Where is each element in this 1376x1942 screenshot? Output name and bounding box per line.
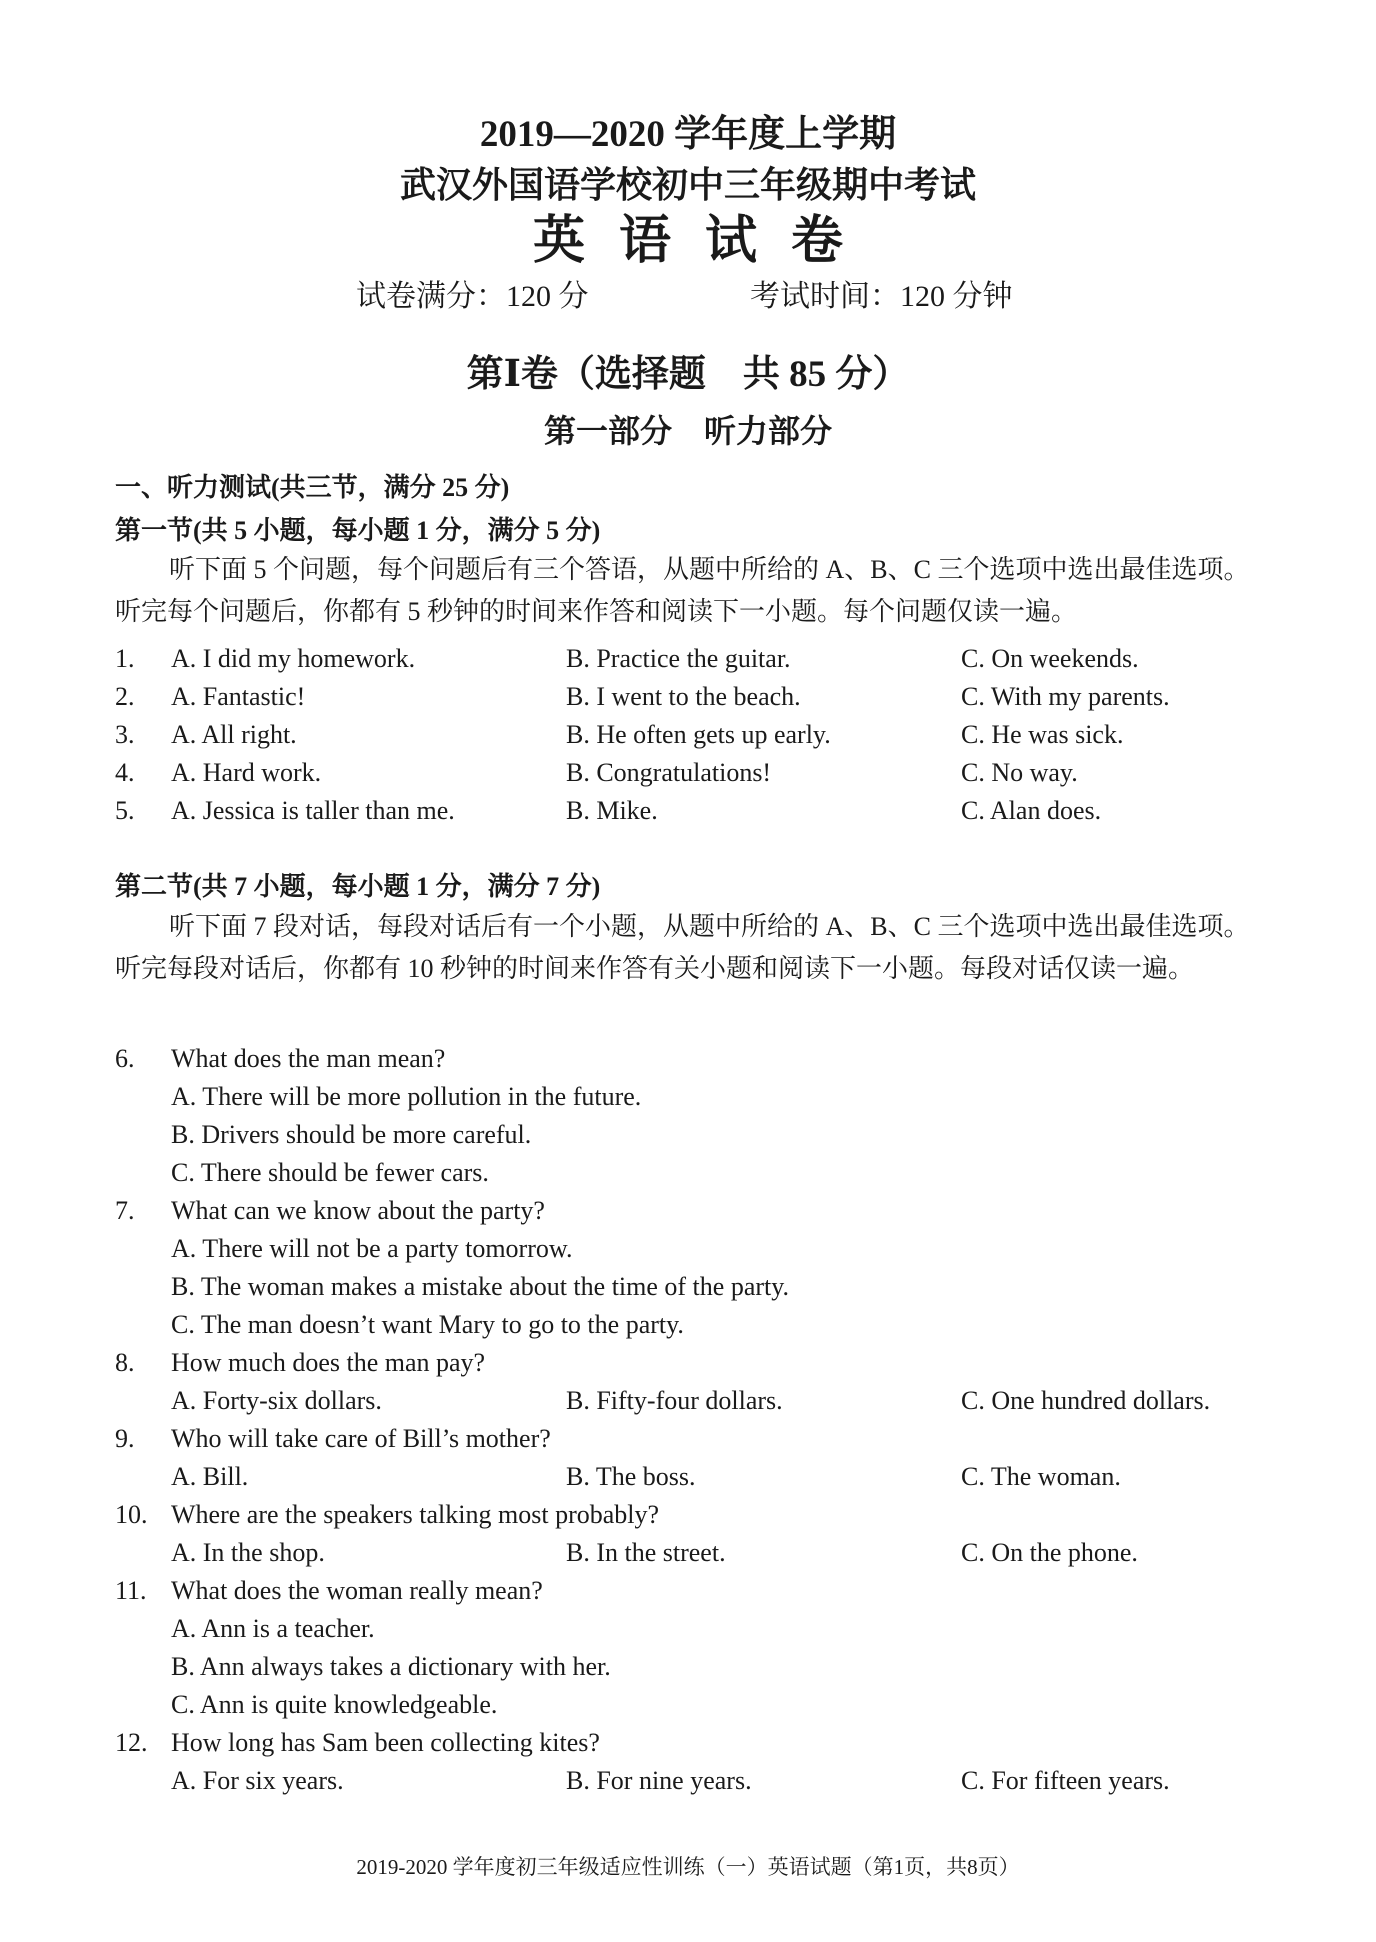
question-stem — [0, 1420, 1376, 1458]
option-c: C. The man doesn’t want Mary to go to the party. — [171, 1310, 684, 1339]
question-stem — [0, 1496, 1376, 1534]
option-b: B. Mike. — [566, 796, 658, 825]
question-row — [0, 716, 1376, 754]
question-number: 12. — [115, 1728, 148, 1757]
question-stem — [0, 1572, 1376, 1610]
option-b: B. In the street. — [566, 1538, 726, 1567]
question-text: Where are the speakers talking most probably? — [171, 1500, 660, 1529]
option-c: C. The woman. — [961, 1462, 1121, 1491]
option-row — [0, 1382, 1376, 1420]
question-text: What does the woman really mean? — [171, 1576, 543, 1605]
question-number: 4. — [115, 758, 135, 787]
question-stem — [0, 1344, 1376, 1382]
option-row — [0, 1610, 1376, 1648]
option-row — [0, 1762, 1376, 1800]
question-row — [0, 754, 1376, 792]
question-text: What does the man mean? — [171, 1044, 446, 1073]
question-text: How long has Sam been collecting kites? — [171, 1728, 600, 1757]
option-a: A. For six years. — [171, 1766, 344, 1795]
option-b: B. Practice the guitar. — [566, 644, 791, 673]
option-row — [0, 1686, 1376, 1724]
option-a: A. Hard work. — [171, 758, 322, 787]
question-text: How much does the man pay? — [171, 1348, 486, 1377]
header-school-exam: 武汉外国语学校初中三年级期中考试 — [399, 165, 976, 205]
option-a: A. Jessica is taller than me. — [171, 796, 455, 825]
option-b: B. The boss. — [566, 1462, 696, 1491]
question-number: 9. — [115, 1424, 135, 1453]
listening-heading: 一、听力测试(共三节，满分 25 分) — [115, 473, 510, 502]
question-number: 1. — [115, 644, 135, 673]
option-row — [0, 1230, 1376, 1268]
question-number: 2. — [115, 682, 135, 711]
option-a: A. Ann is a teacher. — [171, 1614, 375, 1643]
option-c: C. Alan does. — [961, 796, 1102, 825]
option-c: C. On weekends. — [961, 644, 1139, 673]
question-stem — [0, 1192, 1376, 1230]
option-c: C. On the phone. — [961, 1538, 1138, 1567]
option-c: C. With my parents. — [961, 682, 1170, 711]
exam-time: 考试时间：120 分钟 — [750, 280, 1013, 313]
option-b: B. The woman makes a mistake about the time of the party. — [171, 1272, 790, 1301]
option-b: B. I went to the beach. — [566, 682, 801, 711]
question-number: 11. — [115, 1576, 147, 1605]
option-c: C. Ann is quite knowledgeable. — [171, 1690, 498, 1719]
option-c: C. He was sick. — [961, 720, 1124, 749]
option-row — [0, 1268, 1376, 1306]
option-b: B. He often gets up early. — [566, 720, 831, 749]
question-row — [0, 678, 1376, 716]
option-a: A. There will be more pollution in the future. — [171, 1082, 642, 1111]
option-c: C. For fifteen years. — [961, 1766, 1170, 1795]
question-number: 6. — [115, 1044, 135, 1073]
question-text: What can we know about the party? — [171, 1196, 545, 1225]
option-c: C. No way. — [961, 758, 1078, 787]
question-number: 10. — [115, 1500, 148, 1529]
option-a: A. Fantastic! — [171, 682, 306, 711]
option-a: A. I did my homework. — [171, 644, 416, 673]
section2-instructions: 听下面 7 段对话，每段对话后有一个小题，从题中所给的 A、B、C 三个选项中选出最佳选项。听完每段对话后，你都有 10 秒钟的时间来作答有关小题和阅读下一小题。每段对话仅读一遍。 — [115, 912, 1250, 983]
question-number: 5. — [115, 796, 135, 825]
option-c: C. There should be fewer cars. — [171, 1158, 489, 1187]
option-a: A. All right. — [171, 720, 297, 749]
section1-instructions: 听下面 5 个问题，每个问题后有三个答语，从题中所给的 A、B、C 三个选项中选出最佳选项。听完每个问题后，你都有 5 秒钟的时间来作答和阅读下一小题。每个问题仅读一遍。 — [115, 555, 1250, 626]
question-row — [0, 640, 1376, 678]
option-a: A. There will not be a party tomorrow. — [171, 1234, 573, 1263]
option-b: B. Fifty-four dollars. — [566, 1386, 783, 1415]
full-score: 试卷满分：120 分 — [356, 280, 589, 313]
page-footer: 2019-2020 学年度初三年级适应性训练（一）英语试题（第1页，共8页） — [356, 1855, 1020, 1879]
question-row — [0, 792, 1376, 830]
option-row — [0, 1458, 1376, 1496]
option-row — [0, 1154, 1376, 1192]
option-row — [0, 1078, 1376, 1116]
option-b: B. Congratulations! — [566, 758, 772, 787]
question-stem — [0, 1724, 1376, 1762]
option-a: A. Forty-six dollars. — [171, 1386, 382, 1415]
question-number: 8. — [115, 1348, 135, 1377]
question-text: Who will take care of Bill’s mother? — [171, 1424, 551, 1453]
option-b: B. Drivers should be more careful. — [171, 1120, 532, 1149]
section2-heading: 第二节(共 7 小题，每小题 1 分，满分 7 分) — [115, 872, 601, 901]
option-row — [0, 1534, 1376, 1572]
option-row — [0, 1306, 1376, 1344]
volume-title: 第Ⅰ卷（选择题 共 85 分） — [466, 354, 910, 395]
option-c: C. One hundred dollars. — [961, 1386, 1211, 1415]
question-number: 3. — [115, 720, 135, 749]
section1-heading: 第一节(共 5 小题，每小题 1 分，满分 5 分) — [115, 516, 601, 545]
paper-title: 英语试卷 — [532, 213, 877, 270]
question-stem — [0, 1040, 1376, 1078]
option-a: A. In the shop. — [171, 1538, 325, 1567]
option-b: B. Ann always takes a dictionary with her. — [171, 1652, 611, 1681]
part-title: 第一部分 听力部分 — [543, 413, 832, 449]
option-a: A. Bill. — [171, 1462, 249, 1491]
option-row — [0, 1116, 1376, 1154]
question-number: 7. — [115, 1196, 135, 1225]
option-b: B. For nine years. — [566, 1766, 752, 1795]
header-term: 2019—2020 学年度上学期 — [479, 114, 897, 155]
option-row — [0, 1648, 1376, 1686]
